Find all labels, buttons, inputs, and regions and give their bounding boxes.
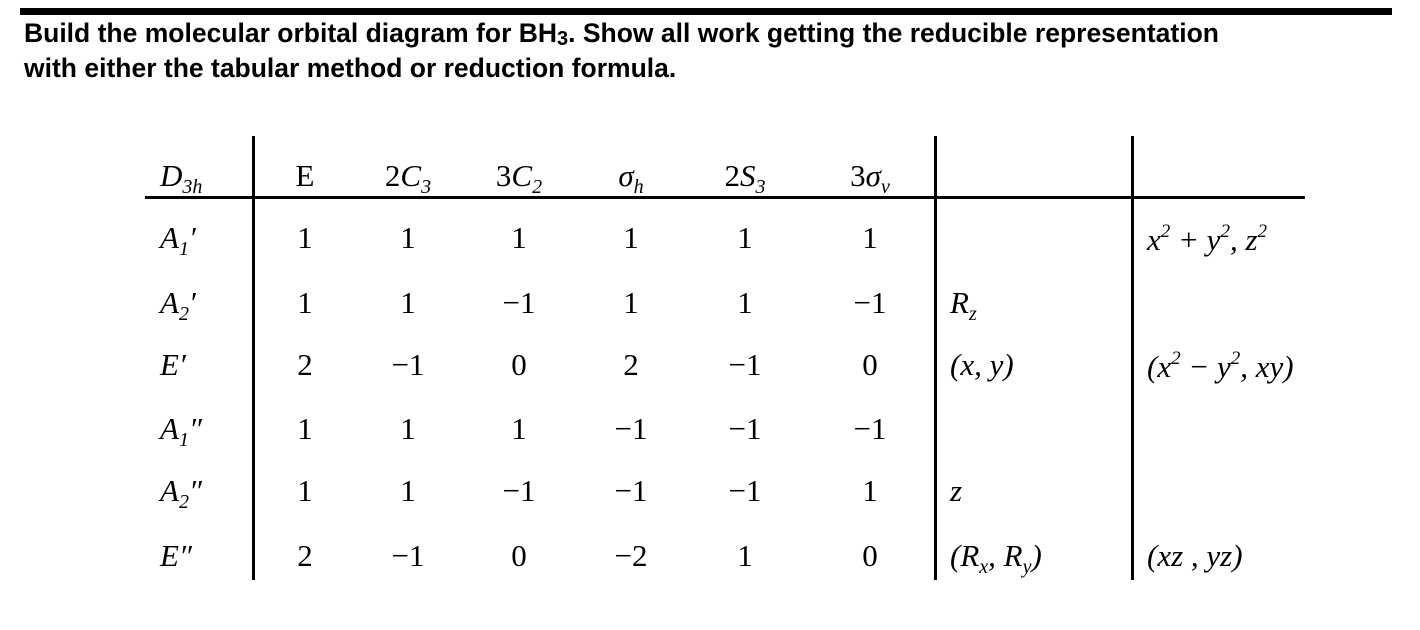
irrep-base: A <box>160 411 179 446</box>
question-line2: with either the tabular method or reduction formula. <box>24 53 677 83</box>
irrep-base: E <box>160 538 179 573</box>
character-value: 1 <box>737 538 753 573</box>
character-value: −1 <box>614 473 648 508</box>
irrep-subscript: 2 <box>178 491 189 513</box>
character-value: 1 <box>297 411 313 446</box>
linear-function-part: z <box>968 303 977 325</box>
point-group-label <box>160 160 202 197</box>
header-op-subscript: 3 <box>755 176 766 198</box>
character-value: 2 <box>297 538 313 573</box>
header-op-4 <box>725 160 766 197</box>
character-value: 1 <box>862 473 878 508</box>
irrep-label <box>160 413 202 450</box>
linear-function-part: , R <box>988 538 1023 573</box>
header-op-subscript: 2 <box>532 176 543 198</box>
header-op-5 <box>850 160 890 197</box>
character-value: −1 <box>502 473 536 508</box>
quadratic-function <box>1147 540 1243 571</box>
quadratic-function-part: (x <box>1147 349 1172 384</box>
header-op-coefficient: 2 <box>384 158 401 193</box>
linear-function <box>950 287 977 324</box>
character-value: −1 <box>728 347 762 382</box>
quadratic-function-part: − y <box>1180 349 1231 384</box>
irrep-base: A <box>160 220 179 255</box>
character-value: 0 <box>862 538 878 573</box>
irrep-base: E <box>160 347 179 382</box>
quadratic-function-part: + y <box>1170 222 1221 257</box>
character-value: 1 <box>297 473 313 508</box>
character-value: −1 <box>853 411 887 446</box>
header-op-subscript: h <box>633 176 644 198</box>
quadratic-function-part: 2 <box>1171 348 1181 369</box>
irrep-label <box>160 222 196 259</box>
character-value: −1 <box>391 538 425 573</box>
question-line1-post: . Show all work getting the reducible representation <box>568 18 1219 48</box>
question-line1-pre: Build the molecular orbital diagram for BH <box>24 18 558 48</box>
quadratic-function-part: 2 <box>1220 221 1230 242</box>
quadratic-function-part: 2 <box>1160 221 1171 242</box>
irrep-prime: ″ <box>188 473 202 508</box>
character-value: 2 <box>623 347 639 382</box>
character-value: −1 <box>728 411 762 446</box>
linear-column-divider <box>934 136 937 580</box>
quadratic-function-part: , xy) <box>1240 349 1294 384</box>
irrep-subscript: 1 <box>178 429 189 451</box>
character-value: 1 <box>297 220 313 255</box>
linear-function-part: x <box>979 556 989 578</box>
header-op-symbol: σ <box>865 158 881 193</box>
header-op-symbol: E <box>295 158 315 193</box>
irrep-base: A <box>160 285 179 320</box>
linear-function-part: (x, y) <box>950 347 1014 382</box>
linear-function-part: (R <box>950 538 980 573</box>
quadratic-function-part: 2 <box>1230 348 1241 369</box>
irrep-prime: ′ <box>178 347 186 382</box>
character-value: 1 <box>400 411 416 446</box>
character-value: −2 <box>614 538 648 573</box>
header-op-coefficient: 3 <box>850 158 866 193</box>
irrep-prime: ′ <box>188 285 196 320</box>
character-value: 1 <box>862 220 878 255</box>
header-op-subscript: 3 <box>421 176 432 198</box>
character-value: 1 <box>511 220 527 255</box>
irrep-prime: ″ <box>178 538 192 573</box>
header-op-symbol: C <box>400 158 422 193</box>
irrep-prime: ″ <box>188 411 202 446</box>
irrep-label <box>160 287 196 324</box>
character-value: 0 <box>511 347 527 382</box>
header-op-symbol: C <box>511 158 533 193</box>
header-op-symbol: S <box>740 158 756 193</box>
header-op-2 <box>496 160 542 197</box>
character-value: 1 <box>400 473 416 508</box>
linear-function-part: z <box>950 473 963 508</box>
linear-function <box>950 540 1042 577</box>
irrep-prime: ′ <box>188 220 196 255</box>
character-value: 1 <box>737 220 753 255</box>
header-op-3 <box>618 160 643 197</box>
point-group-subscript: 3h <box>182 176 203 198</box>
character-value: 1 <box>623 220 639 255</box>
linear-function-part: y <box>1022 556 1032 578</box>
quadratic-function-part: x <box>1147 222 1161 257</box>
header-op-1 <box>385 160 431 197</box>
linear-function-part: R <box>950 285 969 320</box>
character-value: 1 <box>400 285 416 320</box>
character-value: 1 <box>400 220 416 255</box>
character-value: −1 <box>614 411 648 446</box>
quadratic-function-part: (xz , yz) <box>1147 538 1243 573</box>
character-value: 1 <box>297 285 313 320</box>
character-value: −1 <box>502 285 536 320</box>
character-value: 0 <box>862 347 878 382</box>
linear-function-part: ) <box>1031 538 1042 573</box>
irrep-subscript: 2 <box>178 303 189 325</box>
irrep-base: A <box>160 473 179 508</box>
character-value: 0 <box>511 538 527 573</box>
quadratic-function-part: , z <box>1229 222 1258 257</box>
irrep-subscript: 1 <box>178 238 189 260</box>
quadratic-column-divider <box>1131 136 1134 580</box>
header-op-coefficient: 3 <box>495 158 512 193</box>
header-op-subscript: v <box>880 176 890 198</box>
group-column-divider <box>252 136 255 580</box>
header-op-coefficient: 2 <box>724 158 740 193</box>
linear-function <box>950 475 962 506</box>
character-value: 1 <box>623 285 639 320</box>
character-value: −1 <box>728 473 762 508</box>
linear-function <box>950 349 1014 380</box>
quadratic-function-part: 2 <box>1257 221 1268 242</box>
header-op-0 <box>296 160 315 191</box>
character-value: −1 <box>391 347 425 382</box>
point-group-base: D <box>160 158 183 193</box>
irrep-label <box>160 475 202 512</box>
character-value: 1 <box>737 285 753 320</box>
irrep-label <box>160 540 192 571</box>
header-op-symbol: σ <box>618 158 634 193</box>
question-line1-subscript: 3 <box>557 28 569 50</box>
character-value: 2 <box>297 347 313 382</box>
quadratic-function <box>1147 222 1267 255</box>
irrep-label <box>160 349 186 380</box>
character-value: −1 <box>853 285 887 320</box>
quadratic-function <box>1147 349 1294 382</box>
character-value: 1 <box>511 411 527 446</box>
